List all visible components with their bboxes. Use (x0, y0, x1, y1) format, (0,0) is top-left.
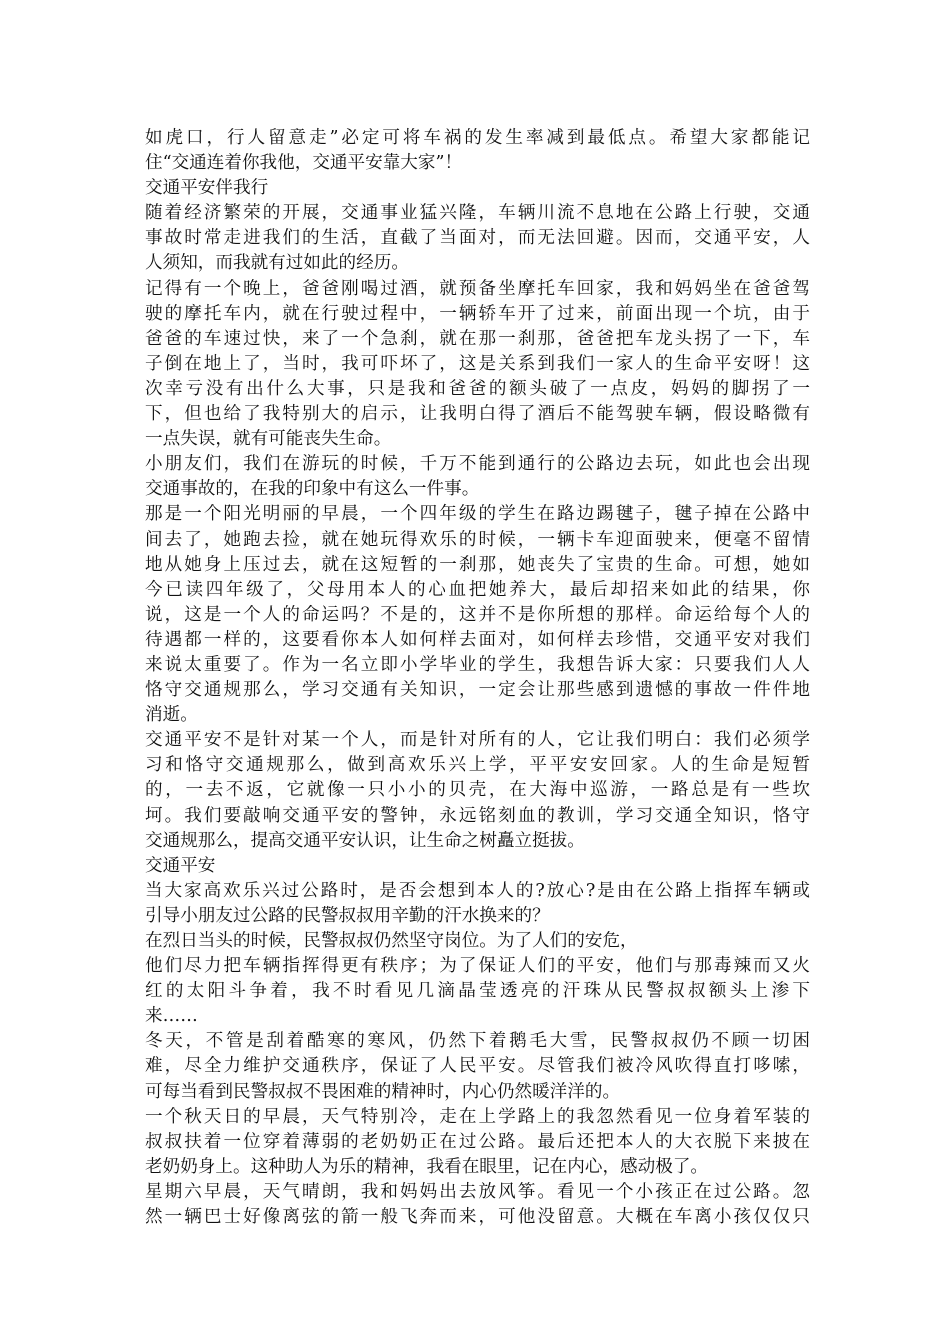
text-line: 如虎口，行人留意走”必定可将车祸的发生率减到最低点。希望大家都能记 (145, 128, 810, 148)
text-line: 说，这是一个人的命运吗？不是的，这并不是你所想的那样。命运给每个人的 (145, 604, 810, 625)
text-line: 驶的摩托车内，就在行驶过程中，一辆轿车开了过来，前面出现一个坑，由于 (145, 303, 810, 324)
document-body (145, 126, 810, 1230)
text-line: 然一辆巴士好像离弦的箭一般飞奔而来，可他没留意。大概在车离小孩仅仅只 (145, 1207, 810, 1228)
text-line: 恪守交通规那么，学习交通有关知识，一定会让那些感到遗憾的事故一件件地 (145, 680, 810, 701)
text-line: 那是一个阳光明丽的早晨，一个四年级的学生在路边踢毽子，毽子掉在公路中 (145, 504, 810, 525)
text-line: 坷。我们要敲响交通平安的警钟，永远铭刻血的教训，学习交通全知识，恪守 (145, 805, 810, 826)
text-line: 交通平安不是针对某一个人，而是针对所有的人，它让我们明白：我们必须学 (145, 730, 810, 751)
text-line: 叔叔扶着一位穿着薄弱的老奶奶正在过公路。最后还把本人的大衣脱下来披在 (145, 1131, 810, 1152)
text-line: 间去了，她跑去捡，就在她玩得欢乐的时候，一辆卡车迎面驶来，便毫不留情 (145, 529, 810, 550)
text-line: 记得有一个晚上，爸爸刚喝过酒，就预备坐摩托车回家，我和妈妈坐在爸爸驾 (145, 278, 810, 299)
text-line: 人须知，而我就有过如此的经历。 (145, 253, 409, 274)
text-line: 当大家高欢乐兴过公路时，是否会想到本人的?放心?是由在公路上指挥车辆或 (145, 880, 810, 901)
text-line: 习和恪守交通规那么，做到高欢乐兴上学，平平安安回家。人的生命是短暂 (145, 755, 810, 776)
text-line: 的，一去不返，它就像一只小小的贝壳，在大海中巡游，一路总是有一些坎 (145, 780, 810, 801)
text-line: 待遇都一样的，这要看你本人如何样去面对，如何样去珍惜，交通平安对我们 (145, 629, 810, 650)
text-line: 引导小朋友过公路的民警叔叔用辛勤的汗水换来的？ (145, 905, 550, 926)
text-line: 随着经济繁荣的开展，交通事业猛兴隆，车辆川流不息地在公路上行驶，交通 (145, 203, 810, 224)
text-line: 小朋友们，我们在游玩的时候，千万不能到通行的公路边去玩，如此也会出现 (145, 454, 810, 475)
text-line: 红的太阳斗争着，我不时看见几滴晶莹透亮的汗珠从民警叔叔额头上渗下 (145, 981, 810, 1002)
text-line: 交通规那么，提高交通平安认识，让生命之树矗立挺拔。 (145, 830, 585, 851)
text-line: 子倒在地上了，当时，我可吓坏了，这是关系到我们一家人的生命平安呀！这 (145, 353, 810, 374)
text-line: 消逝。 (145, 705, 198, 726)
text-line: 老奶奶身上。这种助人为乐的精神，我看在眼里，记在内心，感动极了。 (145, 1156, 709, 1177)
text-line: 下，但也给了我特别大的启示，让我明白得了酒后不能驾驶车辆，假设略微有 (145, 404, 810, 425)
text-line: 冬天，不管是刮着酷寒的寒风，仍然下着鹅毛大雪，民警叔叔仍不顾一切困 (145, 1031, 810, 1052)
text-line: 次幸亏没有出什么大事，只是我和爸爸的额头破了一点皮，妈妈的脚拐了一 (145, 378, 810, 399)
text-line: 一点失误，就有可能丧失生命。 (145, 429, 392, 450)
text-line: 住“交通连着你我他，交通平安靠大家”！ (145, 153, 463, 174)
text-line: 可每当看到民警叔叔不畏困难的精神时，内心仍然暖洋洋的。 (145, 1081, 621, 1102)
text-line: 事故时常走进我们的生活，直截了当面对，而无法回避。因而，交通平安，人 (145, 228, 810, 249)
text-line: 地从她身上压过去，就在这短暂的一刹那，她丧失了宝贵的生命。可想，她如 (145, 554, 810, 575)
text-line: 星期六早晨，天气晴朗，我和妈妈出去放风筝。看见一个小孩正在过公路。忽 (145, 1181, 810, 1202)
text-line: 来…… (145, 1006, 198, 1027)
text-line: 交通平安伴我行 (145, 178, 269, 199)
text-line: 交通平安 (145, 855, 216, 876)
text-line: 今已读四年级了，父母用本人的心血把她养大，最后却招来如此的结果，你 (145, 579, 810, 600)
text-line: 他们尽力把车辆指挥得更有秩序；为了保证人们的平安，他们与那毒辣而又火 (145, 956, 810, 977)
text-line: 爸爸的车速过快，来了一个急刹，就在那一刹那，爸爸把车龙头拐了一下，车 (145, 328, 810, 349)
text-line: 在烈日当头的时候，民警叔叔仍然坚守岗位。为了人们的安危， (145, 931, 638, 951)
text-line: 来说太重要了。作为一名立即小学毕业的学生，我想告诉大家：只要我们人人 (145, 654, 810, 675)
text-line: 难，尽全力维护交通秩序，保证了人民平安。尽管我们被冷风吹得直打哆嗦， (145, 1056, 810, 1077)
text-line: 一个秋天日的早晨，天气特别冷，走在上学路上的我忽然看见一位身着军装的 (145, 1106, 810, 1127)
text-line: 交通事故的，在我的印象中有这么一件事。 (145, 479, 480, 500)
